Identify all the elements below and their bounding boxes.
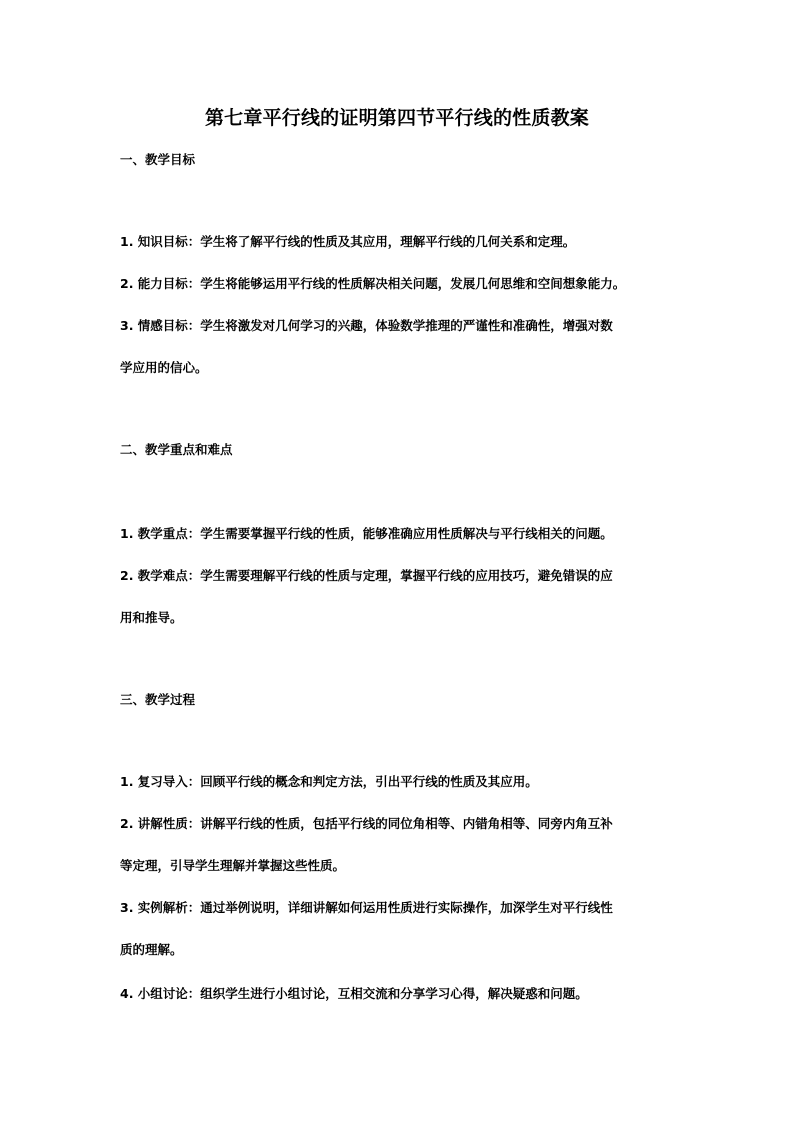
- section-heading-process: 三、教学过程: [120, 692, 196, 707]
- paragraph-line: 2. 讲解性质：讲解平行线的性质，包括平行线的同位角相等、内错角相等、同旁内角互补: [120, 816, 613, 831]
- section-heading-objectives: 一、教学目标: [120, 152, 196, 167]
- paragraph-line: 等定理，引导学生理解并掌握这些性质。: [120, 858, 346, 873]
- paragraph-line: 学应用的信心。: [120, 360, 208, 375]
- paragraph-line: 1. 教学重点：学生需要掌握平行线的性质，能够准确应用性质解决与平行线相关的问题。: [120, 526, 613, 541]
- paragraph-line: 2. 教学难点：学生需要理解平行线的性质与定理，掌握平行线的应用技巧，避免错误的应: [120, 568, 613, 583]
- paragraph-line: 2. 能力目标：学生将能够运用平行线的性质解决相关问题，发展几何思维和空间想象能力。: [120, 276, 626, 291]
- paragraph-line: 1. 复习导入：回顾平行线的概念和判定方法，引出平行线的性质及其应用。: [120, 774, 538, 789]
- paragraph-line: 4. 小组讨论：组织学生进行小组讨论，互相交流和分享学习心得，解决疑惑和问题。: [120, 986, 588, 1001]
- paragraph-line: 3. 实例解析：通过举例说明，详细讲解如何运用性质进行实际操作，加深学生对平行线性: [120, 900, 613, 915]
- paragraph-line: 用和推导。: [120, 610, 183, 625]
- document-title: 第七章平行线的证明第四节平行线的性质教案: [204, 107, 589, 129]
- section-heading-key-points: 二、教学重点和难点: [120, 442, 233, 457]
- paragraph-line: 3. 情感目标：学生将激发对几何学习的兴趣，体验数学推理的严谨性和准确性，增强对数: [120, 318, 613, 333]
- paragraph-line: 质的理解。: [120, 942, 183, 957]
- paragraph-line: 1. 知识目标：学生将了解平行线的性质及其应用，理解平行线的几何关系和定理。: [120, 234, 576, 249]
